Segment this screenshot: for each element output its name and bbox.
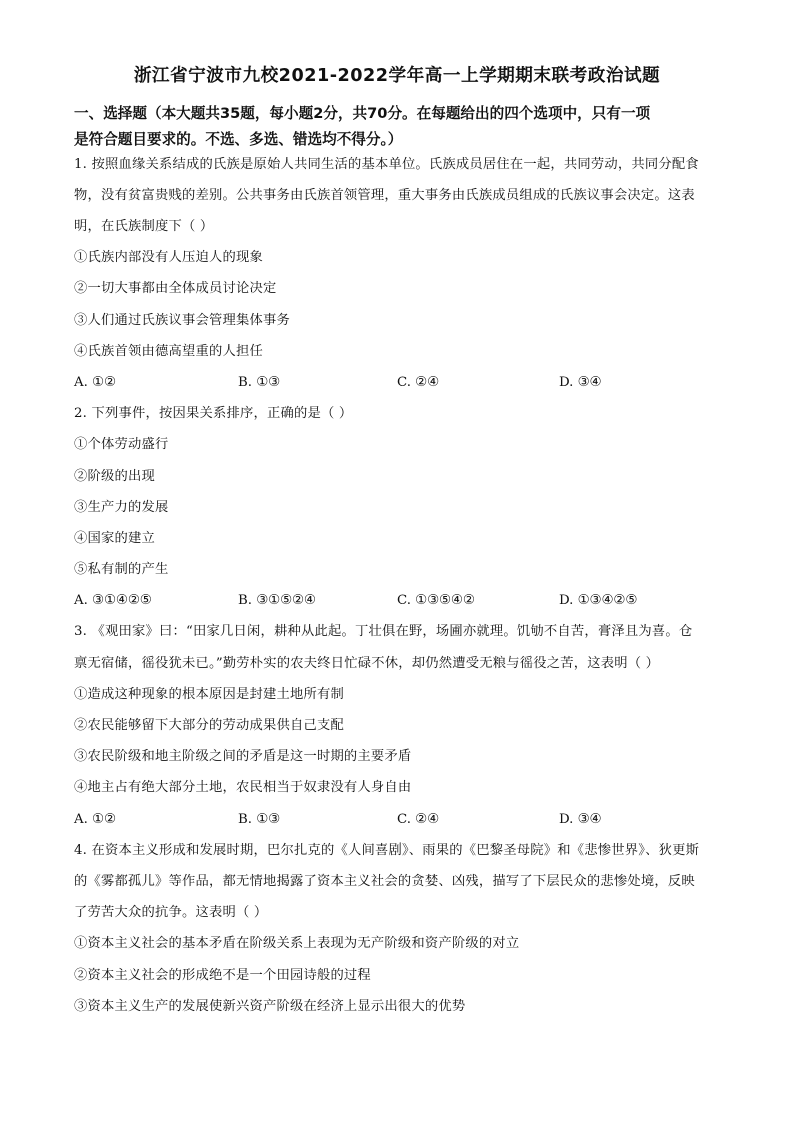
q4-stem-line-2: 的《雾都孤儿》等作品，都无情地揭露了资本主义社会的贪婪、凶残，描写了下层民众的悲惨处境，反映	[74, 874, 695, 889]
q2-option-b[interactable]: B. ③①⑤②④	[238, 593, 316, 608]
q1-item-4: ④氏族首领由德高望重的人担任	[74, 344, 263, 359]
q1-stem-line-3: 明，在氏族制度下（ ）	[74, 219, 214, 234]
q3-option-b[interactable]: B. ①③	[238, 812, 281, 827]
q3-option-d[interactable]: D. ③④	[559, 812, 602, 827]
q1-stem-line-2: 物，没有贫富贵贱的差别。公共事务由氏族首领管理，重大事务由氏族成员组成的氏族议事会决定。这表	[74, 188, 695, 203]
q4-item-1: ①资本主义社会的基本矛盾在阶级关系上表现为无产阶级和资产阶级的对立	[74, 936, 520, 951]
q1-stem-line-1: 1. 按照血缘关系结成的氏族是原始人共同生活的基本单位。氏族成员居住在一起，共同劳动，共同分配食	[74, 157, 699, 172]
section-heading-line-1: 一、选择题（本大题共35题，每小题2分，共70分。在每题给出的四个选项中，只有一项	[74, 105, 651, 122]
q1-option-a[interactable]: A. ①②	[74, 375, 116, 390]
q2-item-1: ①个体劳动盛行	[74, 437, 169, 452]
exam-title: 浙江省宁波市九校2021-2022学年高一上学期期末联考政治试题	[133, 66, 661, 86]
q3-item-2: ②农民能够留下大部分的劳动成果供自己支配	[74, 718, 344, 733]
q3-item-1: ①造成这种现象的根本原因是封建土地所有制	[74, 687, 344, 702]
q4-item-3: ③资本主义生产的发展使新兴资产阶级在经济上显示出很大的优势	[74, 999, 466, 1014]
q2-item-5: ⑤私有制的产生	[74, 562, 169, 577]
q1-option-c[interactable]: C. ②④	[397, 375, 439, 390]
q3-item-3: ③农民阶级和地主阶级之间的矛盾是这一时期的主要矛盾	[74, 749, 412, 764]
q1-option-d[interactable]: D. ③④	[559, 375, 602, 390]
q2-option-d[interactable]: D. ①③④②⑤	[559, 593, 638, 608]
q1-option-b[interactable]: B. ①③	[238, 375, 281, 390]
q2-options	[74, 591, 734, 611]
q2-option-c[interactable]: C. ①③⑤④②	[397, 593, 475, 608]
q4-stem-line-3: 了劳苦大众的抗争。这表明（ ）	[74, 905, 268, 920]
q2-item-4: ④国家的建立	[74, 531, 155, 546]
q1-item-3: ③人们通过氏族议事会管理集体事务	[74, 313, 290, 328]
q3-stem-line-2: 禀无宿储，徭役犹未已。”勤劳朴实的农夫终日忙碌不休，却仍然遭受无粮与徭役之苦，这表明（ ）	[74, 656, 660, 671]
q2-stem: 2. 下列事件，按因果关系排序，正确的是（ ）	[74, 406, 353, 421]
q1-item-2: ②一切大事都由全体成员讨论决定	[74, 281, 277, 296]
q3-option-a[interactable]: A. ①②	[74, 812, 116, 827]
q2-item-3: ③生产力的发展	[74, 500, 169, 515]
q1-item-1: ①氏族内部没有人压迫人的现象	[74, 250, 263, 265]
q4-item-2: ②资本主义社会的形成绝不是一个田园诗般的过程	[74, 968, 371, 983]
q2-item-2: ②阶级的出现	[74, 469, 155, 484]
q1-options	[74, 373, 734, 393]
q3-stem-line-1: 3. 《观田家》曰：“田家几日闲，耕种从此起。丁壮俱在野，场圃亦就理。饥劬不自苦，膏泽且为喜。仓	[74, 624, 693, 639]
q4-stem-line-1: 4. 在资本主义形成和发展时期，巴尔扎克的《人间喜剧》、雨果的《巴黎圣母院》和《悲惨世界》、狄更斯	[74, 843, 700, 858]
q3-item-4: ④地主占有绝大部分土地，农民相当于奴隶没有人身自由	[74, 780, 412, 795]
q3-options	[74, 810, 734, 830]
section-heading-line-2: 是符合题目要求的。不选、多选、错选均不得分。）	[74, 131, 403, 148]
q2-option-a[interactable]: A. ③①④②⑤	[74, 593, 152, 608]
q3-option-c[interactable]: C. ②④	[397, 812, 439, 827]
